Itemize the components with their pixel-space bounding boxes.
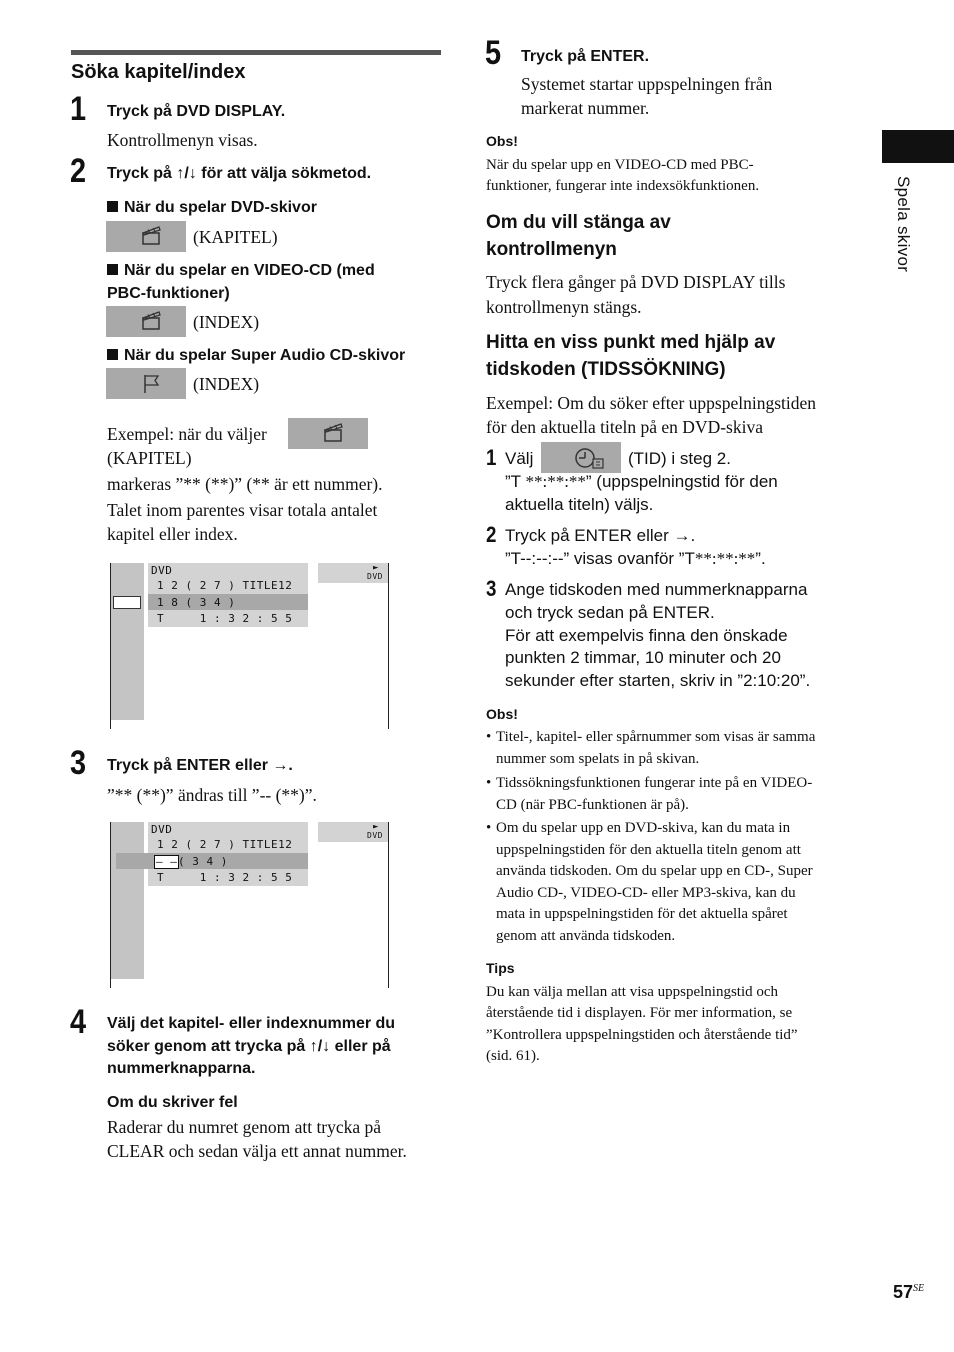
close-menu-heading-line1: Om du vill stänga av bbox=[486, 212, 671, 233]
tips-line1: Du kan välja mellan att visa uppspelningstid och bbox=[486, 984, 779, 1000]
section-rule bbox=[71, 50, 441, 55]
obs2-label: Obs! bbox=[486, 706, 518, 722]
step1-title: Tryck på DVD DISPLAY. bbox=[107, 103, 286, 120]
step-number-3: 3 bbox=[70, 744, 87, 782]
step3-body: ”** (**)” ändras till ”-- (**)”. bbox=[107, 785, 317, 805]
time-icon bbox=[541, 442, 621, 473]
entry-box: – – bbox=[156, 855, 178, 868]
time-step1-post: (TID) i steg 2. bbox=[628, 449, 731, 468]
step4-title-line2: söker genom att trycka på ↑/↓ eller på bbox=[107, 1038, 391, 1055]
screen2-line1: 1 2 ( 2 7 ) TITLE12 bbox=[157, 838, 293, 851]
vcd-heading: När du spelar en VIDEO-CD (med bbox=[107, 260, 375, 282]
screen2-line2: ( 3 4 ) bbox=[178, 855, 228, 868]
screen2-dvd: DVD bbox=[151, 823, 173, 836]
tips-line3: ”Kontrollera uppspelningstiden och återstående tid” bbox=[486, 1027, 798, 1043]
obs2-item-3: • Om du spelar upp en DVD-skiva, kan du mata in uppspelningstiden för den aktuella titeln genom att använda tidskoden. Om du spelar upp en CD-, Super Audio CD-, VIDEO-CD- eller MP3-skiva, kan du mata in uppspelningstiden för det aktuella spåret genom att använda tidskoden. bbox=[486, 820, 813, 944]
close-menu-body-line2: kontrollmenyn stängs. bbox=[486, 297, 642, 317]
step5-body-line1: Systemet startar uppspelningen från bbox=[521, 74, 773, 94]
time-intro-line2: för den aktuella titeln på en DVD-skiva bbox=[486, 417, 763, 437]
time-step-number-2: 2 bbox=[486, 522, 497, 547]
play-icon: ► bbox=[373, 822, 379, 832]
bullet: • bbox=[486, 729, 492, 745]
time-step1-line2: ”T **:**:**” (uppspelningstid för den bbox=[505, 472, 778, 491]
screen1-dvd: DVD bbox=[151, 564, 173, 577]
time-search-heading-line2: tidskoden (TIDSSÖKNING) bbox=[486, 359, 726, 380]
bullet-square-icon bbox=[107, 264, 118, 275]
time-step3-line5: sekunder efter starten, skriv in ”2:10:20”. bbox=[505, 671, 811, 690]
time-search-heading-line1: Hitta en viss punkt med hjälp av bbox=[486, 332, 776, 353]
flag-icon bbox=[106, 368, 186, 399]
bullet-square-icon bbox=[107, 349, 118, 360]
close-menu-heading-line2: kontrollmenyn bbox=[486, 239, 617, 260]
time-step-number-3: 3 bbox=[486, 576, 497, 601]
chapter-icon bbox=[106, 221, 186, 252]
dvd-label: (KAPITEL) bbox=[193, 227, 278, 247]
chapter-icon-example bbox=[288, 418, 368, 449]
bullet-square-icon bbox=[107, 201, 118, 212]
example-line1: Exempel: när du väljer bbox=[107, 424, 267, 444]
step1-body: Kontrollmenyn visas. bbox=[107, 130, 258, 150]
vcd-label: (INDEX) bbox=[193, 312, 260, 332]
tips-line2: återstående tid i displayen. För mer information, se bbox=[486, 1005, 793, 1021]
bullet: • bbox=[486, 775, 492, 791]
step4-title-line1: Välj det kapitel- eller indexnummer du bbox=[107, 1015, 396, 1032]
time-step1-pre: Välj bbox=[505, 449, 534, 468]
screen1-line2: 1 8 ( 3 4 ) bbox=[157, 596, 236, 609]
step-number-5: 5 bbox=[485, 34, 502, 72]
tips-line4: (sid. 61). bbox=[486, 1048, 540, 1064]
screen2-badge: DVD bbox=[367, 831, 383, 840]
sacd-label: (INDEX) bbox=[193, 374, 260, 394]
index-icon bbox=[106, 306, 186, 337]
step5-title: Tryck på ENTER. bbox=[521, 48, 650, 65]
time-step3-line4: punkten 2 timmar, 10 minuter och 20 bbox=[505, 648, 781, 667]
play-icon: ► bbox=[373, 563, 379, 573]
dvd-heading: När du spelar DVD-skivor bbox=[107, 197, 317, 219]
obs2-item-2: • Tidssökningsfunktionen fungerar inte på en VIDEO- CD (när PBC-funktionen är på). bbox=[486, 775, 813, 813]
step-number-2: 2 bbox=[70, 152, 87, 190]
time-step1-line3: aktuella titeln) väljs. bbox=[505, 495, 654, 514]
time-intro-line1: Exempel: Om du söker efter uppspelningstiden bbox=[486, 393, 816, 413]
example-p3: kapitel eller index. bbox=[107, 524, 238, 544]
side-tab-marker bbox=[882, 130, 954, 163]
step4-title-line3: nummerknapparna. bbox=[107, 1060, 256, 1077]
example-p2: Talet inom parentes visar totala antalet bbox=[107, 500, 378, 520]
obs1-line1: När du spelar upp en VIDEO-CD med PBC- bbox=[486, 157, 754, 173]
typo-subheading: Om du skriver fel bbox=[107, 1094, 238, 1111]
typo-body-line2: CLEAR och sedan välja ett annat nummer. bbox=[107, 1141, 407, 1161]
close-menu-body-line1: Tryck flera gånger på DVD DISPLAY tills bbox=[486, 272, 786, 292]
typo-body-line1: Raderar du numret genom att trycka på bbox=[107, 1117, 382, 1137]
time-step2-line1: Tryck på ENTER eller →. bbox=[505, 526, 696, 545]
tips-label: Tips bbox=[486, 960, 515, 976]
step3-title: Tryck på ENTER eller →. bbox=[107, 757, 293, 774]
step5-body-line2: markerat nummer. bbox=[521, 98, 650, 118]
obs1-line2: funktioner, fungerar inte indexsökfunktionen. bbox=[486, 178, 760, 194]
step-number-1: 1 bbox=[70, 90, 87, 128]
vcd-heading-line2: PBC-funktioner) bbox=[107, 285, 230, 302]
step-number-4: 4 bbox=[70, 1003, 87, 1041]
step2-title: Tryck på ↑/↓ för att välja sökmetod. bbox=[107, 165, 372, 182]
screen2-line3: T 1 : 3 2 : 5 5 bbox=[157, 871, 293, 884]
sacd-heading: När du spelar Super Audio CD-skivor bbox=[107, 345, 405, 367]
section-title: Söka kapitel/index bbox=[71, 61, 246, 83]
time-step3-line1: Ange tidskoden med nummerknapparna bbox=[505, 580, 808, 599]
time-step-number-1: 1 bbox=[486, 445, 497, 470]
selected-icon-box bbox=[113, 596, 141, 609]
control-menu-screen-1 bbox=[110, 563, 389, 729]
time-step2-line2: ”T--:--:--” visas ovanför ”T**:**:**”. bbox=[505, 549, 766, 568]
control-menu-screen-2 bbox=[110, 822, 389, 988]
side-tab-label: Spela skivor bbox=[894, 176, 913, 273]
obs1-label: Obs! bbox=[486, 133, 518, 149]
screen1-line3: T 1 : 3 2 : 5 5 bbox=[157, 612, 293, 625]
time-step3-line3: För att exempelvis finna den önskade bbox=[505, 626, 788, 645]
bullet: • bbox=[486, 820, 492, 836]
obs2-item-1: • Titel-, kapitel- eller spårnummer som visas är samma nummer som spelats in på skivan. bbox=[486, 729, 816, 767]
page-number: $57^{SE}$ bbox=[893, 1282, 925, 1302]
example-p1: markeras ”** (**)” (** är ett nummer). bbox=[107, 474, 383, 494]
screen1-line1: 1 2 ( 2 7 ) TITLE12 bbox=[157, 579, 293, 592]
screen1-badge: DVD bbox=[367, 572, 383, 581]
time-step3-line2: och tryck sedan på ENTER. bbox=[505, 603, 715, 622]
example-line2: (KAPITEL) bbox=[107, 448, 192, 468]
